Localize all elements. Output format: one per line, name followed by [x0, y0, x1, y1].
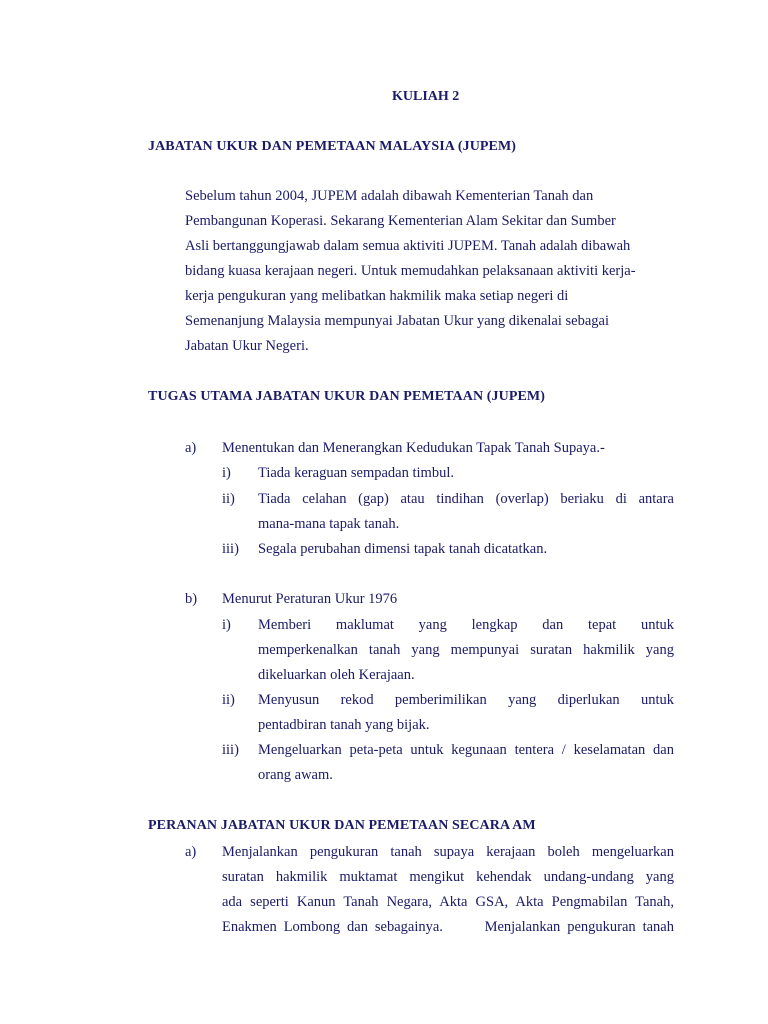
heading-tugas-utama: TUGAS UTAMA JABATAN UKUR DAN PEMETAAN (JUPEM): [148, 389, 546, 404]
sub-item-text: orang awam.: [258, 767, 333, 783]
sub-item-text: Mengeluarkan peta-peta untuk kegunaan tentera / keselamatan dan: [258, 742, 674, 758]
list-marker: a): [185, 440, 197, 456]
heading-peranan: PERANAN JABATAN UKUR DAN PEMETAAN SECARA AM: [148, 818, 536, 833]
sub-marker: i): [222, 617, 231, 633]
list-item-text: suratan hakmilik muktamat mengikut kehendak undang-undang yang: [222, 869, 674, 885]
sub-item-text: dikeluarkan oleh Kerajaan.: [258, 667, 415, 683]
sub-item-text: pentadbiran tanah yang bijak.: [258, 717, 430, 733]
sub-marker: i): [222, 465, 231, 481]
sub-item-text: Tiada keraguan sempadan timbul.: [258, 465, 454, 481]
sub-item-text: Segala perubahan dimensi tapak tanah dicatatkan.: [258, 541, 548, 557]
paragraph-line: Pembangunan Koperasi. Sekarang Kementerian Alam Sekitar dan Sumber: [185, 213, 616, 229]
list-item-text: Menjalankan pengukuran tanah supaya kerajaan boleh mengeluarkan: [222, 844, 674, 860]
sub-item-text: memperkenalkan tanah yang mempunyai suratan hakmilik yang: [258, 642, 674, 658]
sub-marker: ii): [222, 692, 235, 708]
sub-marker: ii): [222, 491, 235, 507]
list-marker: b): [185, 591, 198, 607]
paragraph-line: Jabatan Ukur Negeri.: [185, 338, 309, 354]
sub-marker: iii): [222, 541, 239, 557]
sub-item-text: mana-mana tapak tanah.: [258, 516, 400, 532]
sub-item-text: Menyusun rekod pemberimilikan yang diperlukan untuk: [258, 692, 674, 708]
page-title: KULIAH 2: [392, 89, 460, 104]
paragraph-line: Semenanjung Malaysia mempunyai Jabatan Ukur yang dikenalai sebagai: [185, 313, 609, 329]
list-item-text: Menentukan dan Menerangkan Kedudukan Tapak Tanah Supaya.-: [222, 440, 605, 456]
paragraph-line: bidang kuasa kerajaan negeri. Untuk memudahkan pelaksanaan aktiviti kerja-: [185, 263, 636, 279]
list-marker: a): [185, 844, 197, 860]
sub-item-text: Memberi maklumat yang lengkap dan tepat untuk: [258, 617, 674, 633]
paragraph-line: kerja pengukuran yang melibatkan hakmilik maka setiap negeri di: [185, 288, 569, 304]
sub-item-text: Tiada celahan (gap) atau tindihan (overlap) beriaku di antara: [258, 491, 674, 507]
list-item-text: Enakmen Lombong dan sebagainya. Menjalankan pengukuran tanah: [222, 919, 674, 935]
paragraph-line: Asli bertanggungjawab dalam semua aktiviti JUPEM. Tanah adalah dibawah: [185, 238, 631, 254]
list-item-text: Menurut Peraturan Ukur 1976: [222, 591, 398, 607]
sub-marker: iii): [222, 742, 239, 758]
paragraph-line: Sebelum tahun 2004, JUPEM adalah dibawah Kementerian Tanah dan: [185, 188, 594, 204]
heading-jupem: JABATAN UKUR DAN PEMETAAN MALAYSIA (JUPEM): [148, 139, 517, 154]
list-item-text: ada seperti Kanun Tanah Negara, Akta GSA, Akta Pengmabilan Tanah,: [222, 894, 674, 910]
